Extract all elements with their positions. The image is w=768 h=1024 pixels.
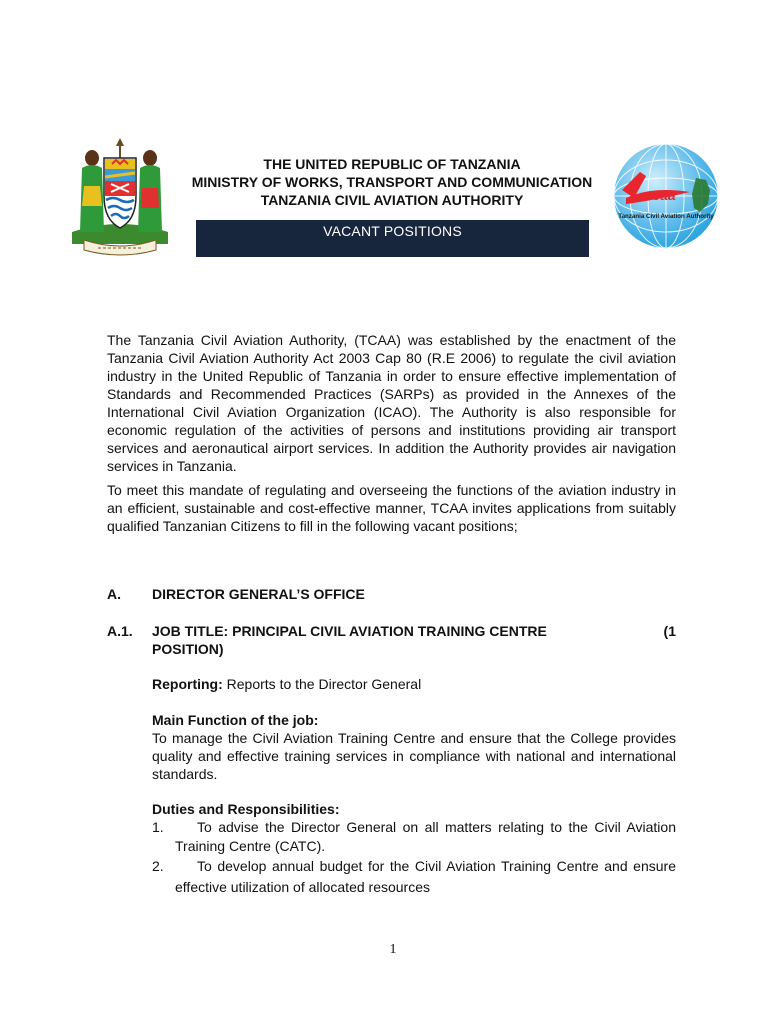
header-country: THE UNITED REPUBLIC OF TANZANIA [263, 156, 521, 172]
job-number: A.1. [107, 623, 133, 639]
intro-paragraph-2: To meet this mandate of regulating and overseeing the functions of the aviation industry in an efficient, sustainable and cost-effective manner, TCAA invites applications from suitably qualified Tanzanian Citizens to fill in the following vacant positions; [107, 482, 676, 534]
job-title: JOB TITLE: PRINCIPAL CIVIL AVIATION TRAINING CENTRE [152, 623, 547, 639]
reporting-line [152, 675, 676, 693]
banner-label: VACANT POSITIONS [323, 223, 462, 239]
reporting-label: Reporting: [152, 676, 223, 692]
logo-caption: Tanzania Civil Aviation Authority [618, 213, 714, 220]
list-item-text: To develop annual budget for the Civil Aviation Training Centre and ensure effective utilization of allocated resources [175, 858, 676, 895]
reporting-value: Reports to the Director General [222, 676, 422, 692]
header-ministry: MINISTRY OF WORKS, TRANSPORT AND COMMUNICATION [191, 174, 593, 190]
document-header [170, 155, 614, 209]
section-number: A. [107, 586, 121, 602]
job-position-count: (1 [663, 623, 676, 639]
main-function-heading: Main Function of the job: [152, 712, 319, 728]
intro-paragraph-1: The Tanzania Civil Aviation Authority, (TCAA) was established by the enactment of the Tanzania Civil Aviation Authority Act 2003 Cap 80 (R.E 2006) to regulate the civil aviation industry in the United Republic of Tanzania in order to ensure effective implementation of Standards and Recommended Practices (SARPs) as provided in the Annexes of the International Civil Aviation Organization (ICAO). The Authority is also responsible for economic regulation of the activities of persons and institutions providing air transport services and aeronautical airport services. In addition the Authority provides air navigation services in Tanzania. [107, 332, 676, 474]
list-item-number: 2. [152, 858, 164, 874]
duties-heading: Duties and Responsibilities: [152, 801, 340, 817]
tcaa-globe-logo [612, 142, 720, 250]
logo-mark: caa [652, 187, 676, 203]
page-number: 1 [389, 942, 397, 957]
main-function-text: To manage the Civil Aviation Training Centre and ensure that the College provides quality and effective training services in compliance with national and international standards. [152, 730, 676, 782]
section-title: DIRECTOR GENERAL’S OFFICE [152, 586, 365, 602]
coat-of-arms-icon [64, 136, 176, 260]
job-position-count-cont: POSITION) [152, 641, 224, 657]
list-item-text: To advise the Director General on all matters relating to the Civil Aviation Training Centre (CATC). [175, 819, 676, 854]
vacant-positions-banner [196, 220, 589, 257]
header-authority: TANZANIA CIVIL AVIATION AUTHORITY [260, 192, 524, 208]
list-item-number: 1. [152, 819, 164, 835]
